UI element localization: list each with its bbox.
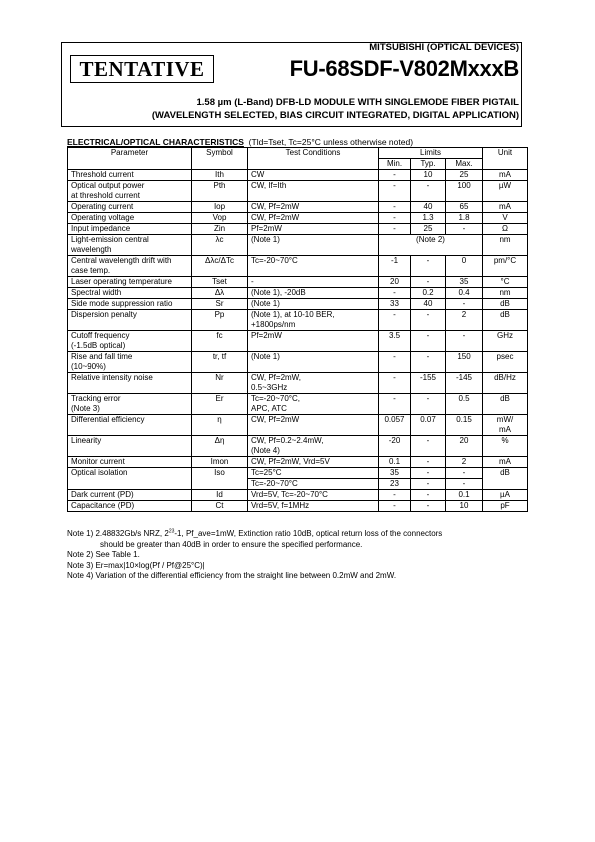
- cell-parameter: Input impedance: [68, 224, 192, 235]
- cell-symbol: Ct: [192, 501, 248, 512]
- cell-typ: -: [411, 490, 446, 501]
- header-limits: Limits: [379, 148, 483, 159]
- cell-unit: °C: [483, 277, 528, 288]
- cell-max: 35: [446, 277, 483, 288]
- cell-unit: µW: [483, 181, 528, 202]
- cell-max: 0.5: [446, 394, 483, 415]
- section-condition: (Tld=Tset, Tc=25°C unless otherwise noted): [248, 137, 414, 147]
- cell-parameter: Light-emission central wavelength: [68, 235, 192, 256]
- cell-unit: dB: [483, 468, 528, 490]
- cell-min: -20: [379, 436, 411, 457]
- table-row: [68, 373, 528, 394]
- cell-typ: -: [411, 457, 446, 468]
- cell-test-conditions: CW, Pf=2mW: [248, 415, 379, 436]
- product-subtitle-2: (WAVELENGTH SELECTED, BIAS CIRCUIT INTEGRATED, DIGITAL APPLICATION): [151, 110, 519, 121]
- header-max: Max.: [446, 159, 483, 170]
- cell-parameter: Dark current (PD): [68, 490, 192, 501]
- product-subtitle: 1.58 µm (L-Band) DFB-LD MODULE WITH SINGLEMODE FIBER PIGTAIL: [196, 97, 519, 108]
- tentative-stamp: TENTATIVE: [70, 55, 214, 83]
- cell-typ: 25: [411, 224, 446, 235]
- note-1-continuation: should be greater than 40dB in order to ensure the specified performance.: [100, 539, 363, 549]
- cell-typ: 0.07: [411, 415, 446, 436]
- cell-min: -: [379, 202, 411, 213]
- cell-test-conditions: Tc=-20~70°C: [248, 479, 379, 490]
- cell-max: 0: [446, 256, 483, 277]
- cell-symbol: Δη: [192, 436, 248, 457]
- cell-unit: nm: [483, 235, 528, 256]
- cell-typ: 1.3: [411, 213, 446, 224]
- cell-unit: pF: [483, 501, 528, 512]
- table-row: [68, 310, 528, 331]
- cell-test-conditions: Tc=-20~70°C, APC, ATC: [248, 394, 379, 415]
- cell-symbol: Er: [192, 394, 248, 415]
- cell-max: 25: [446, 170, 483, 181]
- cell-unit: dB: [483, 310, 528, 331]
- cell-symbol: Zin: [192, 224, 248, 235]
- cell-symbol: Pth: [192, 181, 248, 202]
- cell-min: 0.1: [379, 457, 411, 468]
- cell-test-conditions: (Note 1): [248, 299, 379, 310]
- table-row: [68, 352, 528, 373]
- table-row: [68, 457, 528, 468]
- cell-test-conditions: -: [248, 277, 379, 288]
- cell-test-conditions: Vrd=5V, f=1MHz: [248, 501, 379, 512]
- cell-min: -: [379, 501, 411, 512]
- header-min: Min.: [379, 159, 411, 170]
- cell-max: 100: [446, 181, 483, 202]
- cell-limits: (Note 2): [379, 235, 483, 256]
- table-row: [68, 331, 528, 352]
- cell-unit: mA: [483, 170, 528, 181]
- cell-max: 2: [446, 457, 483, 468]
- cell-symbol: Sr: [192, 299, 248, 310]
- cell-typ: -155: [411, 373, 446, 394]
- cell-test-conditions: (Note 1): [248, 235, 379, 256]
- note-3: Note 3) Er=max|10×log(Pf / Pf@25°C)|: [67, 560, 205, 570]
- cell-max: -: [446, 331, 483, 352]
- cell-parameter: Optical output power at threshold current: [68, 181, 192, 202]
- cell-min: 20: [379, 277, 411, 288]
- cell-min: 35: [379, 468, 411, 479]
- model-number: FU-68SDF-V802MxxxB: [289, 56, 519, 81]
- header-unit: Unit: [483, 148, 528, 170]
- cell-typ: 10: [411, 170, 446, 181]
- cell-min: -: [379, 373, 411, 394]
- table-row: [68, 490, 528, 501]
- cell-min: -: [379, 213, 411, 224]
- table-row: [68, 256, 528, 277]
- cell-max: 1.8: [446, 213, 483, 224]
- cell-typ: -: [411, 436, 446, 457]
- cell-unit: mA: [483, 457, 528, 468]
- cell-symbol: tr, tf: [192, 352, 248, 373]
- cell-max: 0.4: [446, 288, 483, 299]
- header-frame-bottom: [61, 126, 522, 127]
- cell-unit: mW/ mA: [483, 415, 528, 436]
- cell-test-conditions: Vrd=5V, Tc=-20~70°C: [248, 490, 379, 501]
- cell-parameter: Differential efficiency: [68, 415, 192, 436]
- cell-typ: -: [411, 479, 446, 490]
- table-row: [68, 415, 528, 436]
- table-row: [68, 394, 528, 415]
- cell-unit: Ω: [483, 224, 528, 235]
- cell-min: -: [379, 288, 411, 299]
- table-row: [68, 277, 528, 288]
- cell-max: 10: [446, 501, 483, 512]
- header-parameter: Parameter: [68, 148, 192, 170]
- cell-max: 65: [446, 202, 483, 213]
- notes: [67, 529, 442, 582]
- cell-test-conditions: CW: [248, 170, 379, 181]
- cell-min: -: [379, 310, 411, 331]
- note-1: Note 1) 2.48832Gb/s NRZ, $2^{23}-1$, Pf_ave=1mW, Extinction ratio 10dB, optical return loss of the connectors: [67, 528, 443, 538]
- cell-typ: -: [411, 310, 446, 331]
- cell-test-conditions: CW, Pf=2mW, 0.5~3GHz: [248, 373, 379, 394]
- cell-min: -: [379, 170, 411, 181]
- cell-symbol: Pp: [192, 310, 248, 331]
- cell-symbol: Ith: [192, 170, 248, 181]
- cell-min: -: [379, 490, 411, 501]
- table-row: [68, 213, 528, 224]
- cell-typ: -: [411, 394, 446, 415]
- cell-test-conditions: (Note 1), -20dB: [248, 288, 379, 299]
- cell-test-conditions: CW, Pf=2mW, Vrd=5V: [248, 457, 379, 468]
- cell-typ: -: [411, 501, 446, 512]
- cell-typ: -: [411, 181, 446, 202]
- cell-typ: 40: [411, 299, 446, 310]
- cell-symbol: Δλc/ΔTc: [192, 256, 248, 277]
- cell-min: 33: [379, 299, 411, 310]
- cell-test-conditions: (Note 1), at 10-10 BER, +1800ps/nm: [248, 310, 379, 331]
- cell-unit: dB: [483, 299, 528, 310]
- cell-symbol: Δλ: [192, 288, 248, 299]
- cell-max: 0.1: [446, 490, 483, 501]
- cell-test-conditions: CW, If=Ith: [248, 181, 379, 202]
- cell-typ: -: [411, 331, 446, 352]
- cell-typ: -: [411, 352, 446, 373]
- cell-symbol: Iso: [192, 468, 248, 490]
- header-frame-right: [521, 42, 522, 127]
- cell-typ: -: [411, 468, 446, 479]
- table-row: [68, 299, 528, 310]
- table-row: [68, 468, 528, 479]
- cell-unit: GHz: [483, 331, 528, 352]
- table-row: [68, 202, 528, 213]
- cell-parameter: Relative intensity noise: [68, 373, 192, 394]
- cell-max: -: [446, 299, 483, 310]
- cell-test-conditions: Tc=-20~70°C: [248, 256, 379, 277]
- cell-typ: -: [411, 277, 446, 288]
- table-row: [68, 224, 528, 235]
- cell-min: 3.5: [379, 331, 411, 352]
- cell-parameter: Threshold current: [68, 170, 192, 181]
- table-row: [68, 501, 528, 512]
- cell-max: 150: [446, 352, 483, 373]
- header-typ: Typ.: [411, 159, 446, 170]
- cell-parameter: Spectral width: [68, 288, 192, 299]
- cell-parameter: Operating voltage: [68, 213, 192, 224]
- cell-max: -: [446, 479, 483, 490]
- cell-typ: 40: [411, 202, 446, 213]
- cell-max: 20: [446, 436, 483, 457]
- cell-parameter: Rise and fall time (10~90%): [68, 352, 192, 373]
- cell-parameter: Side mode suppression ratio: [68, 299, 192, 310]
- cell-symbol: η: [192, 415, 248, 436]
- characteristics-table: [67, 147, 528, 512]
- cell-min: -: [379, 352, 411, 373]
- cell-symbol: λc: [192, 235, 248, 256]
- cell-typ: -: [411, 256, 446, 277]
- cell-typ: 0.2: [411, 288, 446, 299]
- cell-max: -: [446, 224, 483, 235]
- table-row: [68, 436, 528, 457]
- cell-unit: mA: [483, 202, 528, 213]
- table-header-row: [68, 148, 528, 159]
- cell-test-conditions: Pf=2mW: [248, 224, 379, 235]
- cell-min: -: [379, 224, 411, 235]
- cell-unit: psec: [483, 352, 528, 373]
- cell-symbol: Nr: [192, 373, 248, 394]
- cell-unit: dB/Hz: [483, 373, 528, 394]
- cell-parameter: Monitor current: [68, 457, 192, 468]
- cell-parameter: Cutoff frequency (-1.5dB optical): [68, 331, 192, 352]
- cell-symbol: Id: [192, 490, 248, 501]
- cell-test-conditions: Tc=25°C: [248, 468, 379, 479]
- cell-unit: pm/°C: [483, 256, 528, 277]
- cell-parameter: Linearity: [68, 436, 192, 457]
- cell-unit: nm: [483, 288, 528, 299]
- header-test-conditions: Test Conditions: [248, 148, 379, 170]
- cell-min: 0.057: [379, 415, 411, 436]
- header-frame-left: [61, 42, 62, 127]
- cell-unit: µA: [483, 490, 528, 501]
- cell-test-conditions: (Note 1): [248, 352, 379, 373]
- cell-symbol: Iop: [192, 202, 248, 213]
- section-title: ELECTRICAL/OPTICAL CHARACTERISTICS: [67, 137, 244, 147]
- cell-unit: %: [483, 436, 528, 457]
- table-row: [68, 235, 528, 256]
- cell-min: 23: [379, 479, 411, 490]
- cell-unit: V: [483, 213, 528, 224]
- cell-unit: dB: [483, 394, 528, 415]
- cell-parameter: Capacitance (PD): [68, 501, 192, 512]
- cell-min: -: [379, 394, 411, 415]
- cell-symbol: Tset: [192, 277, 248, 288]
- cell-min: -: [379, 181, 411, 202]
- note-4: Note 4) Variation of the differential efficiency from the straight line between 0.2mW and 2mW.: [67, 571, 397, 580]
- section-heading: [67, 137, 413, 147]
- table-row: [68, 181, 528, 202]
- cell-test-conditions: CW, Pf=2mW: [248, 213, 379, 224]
- cell-symbol: Imon: [192, 457, 248, 468]
- cell-parameter: Laser operating temperature: [68, 277, 192, 288]
- cell-symbol: fc: [192, 331, 248, 352]
- cell-max: 2: [446, 310, 483, 331]
- table-row: [68, 170, 528, 181]
- cell-test-conditions: Pf=2mW: [248, 331, 379, 352]
- company-name: MITSUBISHI (OPTICAL DEVICES): [369, 42, 519, 53]
- cell-parameter: Central wavelength drift with case temp.: [68, 256, 192, 277]
- header-symbol: Symbol: [192, 148, 248, 170]
- cell-max: -: [446, 468, 483, 479]
- cell-symbol: Vop: [192, 213, 248, 224]
- cell-max: 0.15: [446, 415, 483, 436]
- cell-parameter: Operating current: [68, 202, 192, 213]
- cell-max: -145: [446, 373, 483, 394]
- cell-parameter: Dispersion penalty: [68, 310, 192, 331]
- cell-parameter: Tracking error (Note 3): [68, 394, 192, 415]
- cell-parameter: Optical isolation: [68, 468, 192, 490]
- table-body: [68, 170, 528, 512]
- cell-test-conditions: CW, Pf=0.2~2.4mW, (Note 4): [248, 436, 379, 457]
- note-2: Note 2) See Table 1.: [67, 550, 140, 559]
- table-row: [68, 288, 528, 299]
- cell-min: -1: [379, 256, 411, 277]
- cell-test-conditions: CW, Pf=2mW: [248, 202, 379, 213]
